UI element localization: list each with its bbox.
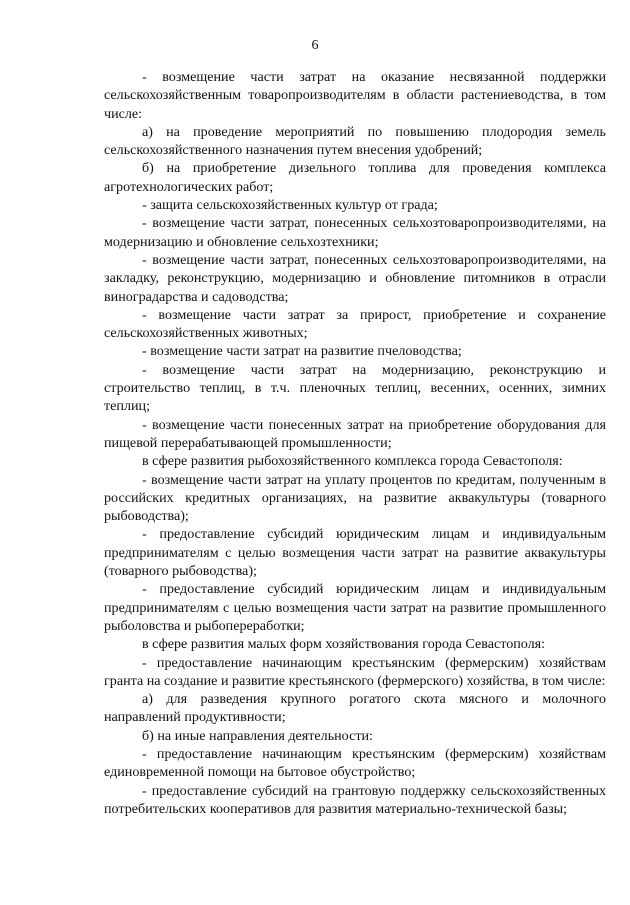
paragraph-11: в сфере развития рыбохозяйственного комплекса города Севастополя: xyxy=(142,453,563,470)
paragraph-3: б) на приобретение дизельного топлива для проведения комплекса агротехнологических работ; xyxy=(104,160,606,195)
paragraph-14: - предоставление субсидий юридическим лицам и индивидуальным предпринимателям с целью возмещения части затрат на развитие промышленного рыболовства и рыбопереработки; xyxy=(104,581,606,634)
document-body xyxy=(104,68,606,818)
paragraph-18: б) на иные направления деятельности: xyxy=(142,727,373,744)
paragraph-16: - предоставление начинающим крестьянским (фермерским) хозяйствам гранта на создание и развитие крестьянского (фермерского) хозяйства, в том числе: xyxy=(104,654,606,689)
paragraph-15: в сфере развития малых форм хозяйствования города Севастополя: xyxy=(142,636,546,653)
paragraph-7: - возмещение части затрат за прирост, приобретение и сохранение сельскохозяйственных животных; xyxy=(104,306,606,342)
paragraph-5: - возмещение части затрат, понесенных сельхозтоваропроизводителями, на модернизацию и обновление сельхозтехники; xyxy=(104,215,606,250)
page-number: 6 xyxy=(311,38,319,53)
paragraph-12: - возмещение части затрат на уплату процентов по кредитам, полученным в российских кредитных организациях, на развитие аквакультуры (товарного рыбоводства); xyxy=(104,471,606,525)
paragraph-17: а) для разведения крупного рогатого скота мясного и молочного направлений продуктивности; xyxy=(104,691,606,726)
paragraph-10: - возмещение части понесенных затрат на приобретение оборудования для пищевой перерабатывающей промышленности; xyxy=(104,416,606,451)
paragraph-4: - защита сельскохозяйственных культур от града; xyxy=(142,197,438,214)
paragraph-9: - возмещение части затрат на модернизацию, реконструкцию и строительство теплиц, в т.ч. пленочных теплиц, весенних, осенних, зимних теплиц; xyxy=(104,361,606,415)
paragraph-19: - предоставление начинающим крестьянским (фермерским) хозяйствам единовременной помощи на бытовое обустройство; xyxy=(104,745,606,781)
paragraph-2: а) на проведение мероприятий по повышению плодородия земель сельскохозяйственного назначения путем внесения удобрений; xyxy=(104,123,606,159)
paragraph-8: - возмещение части затрат на развитие пчеловодства; xyxy=(142,343,462,360)
paragraph-13: - предоставление субсидий юридическим лицам и индивидуальным предпринимателям с целью возмещения части затрат на развитие аквакультуры (товарного рыбоводства); xyxy=(104,526,606,580)
paragraph-6: - возмещение части затрат, понесенных сельхозтоваропроизводителями, на закладку, реконструкцию, модернизацию и обновление питомников в отрасли виноградарства и садоводства; xyxy=(104,251,606,305)
paragraph-20: - предоставление субсидий на грантовую поддержку сельскохозяйственных потребительских кооперативов для развития материально-технической базы; xyxy=(104,782,606,817)
paragraph-1: - возмещение части затрат на оказание несвязанной поддержки сельскохозяйственным товаропроизводителям в области растениеводства, в том числе: xyxy=(104,69,606,122)
